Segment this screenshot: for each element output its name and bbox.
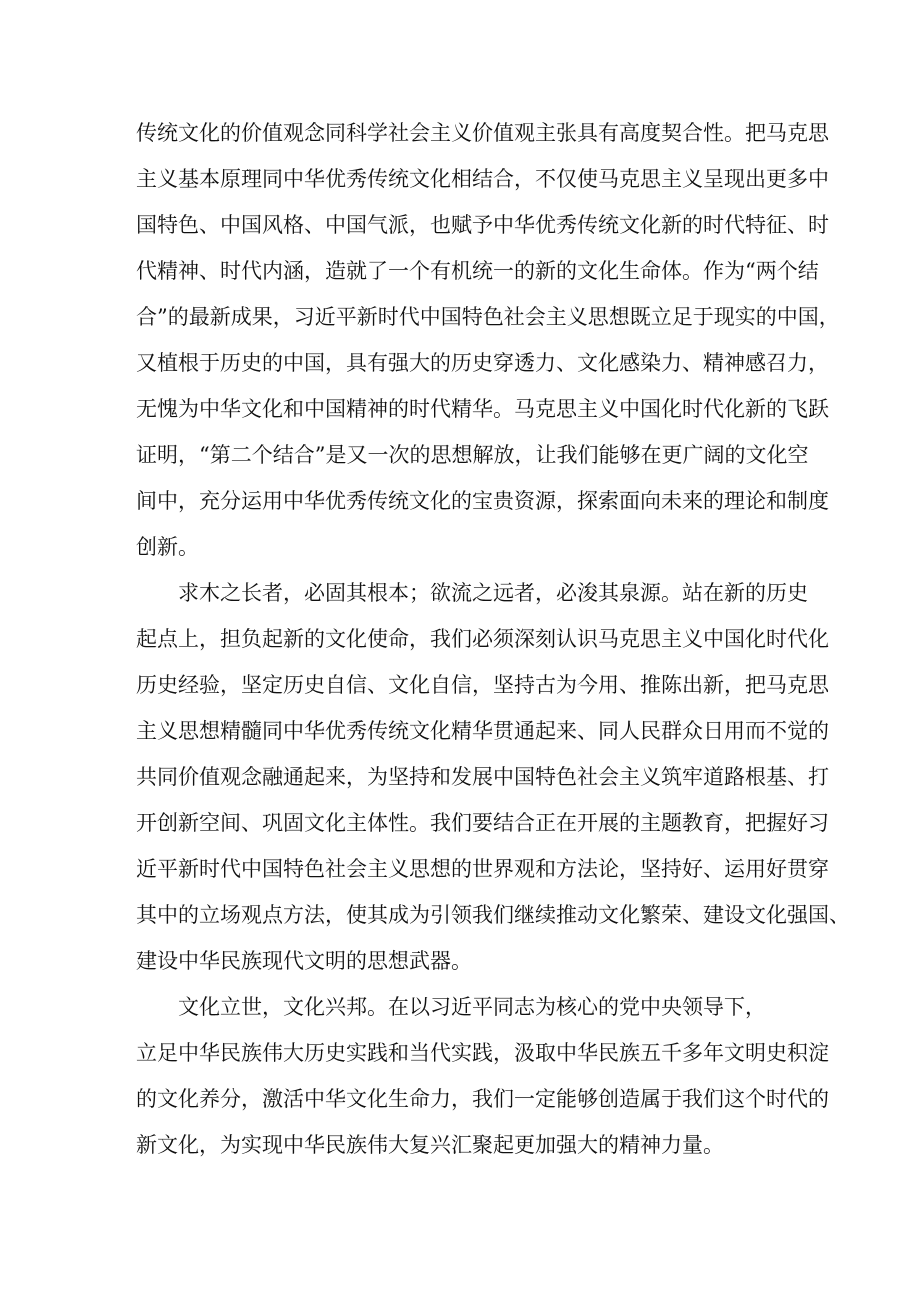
paragraph-line: 的文化养分，激活中华文化生命力，我们一定能够创造属于我们这个时代的 (136, 1087, 829, 1111)
paragraph-line: 开创新空间、巩固文化主体性。我们要结合正在开展的主题教育，把握好习 (136, 811, 829, 835)
paragraph-first-line: 求木之长者，必固其根本；欲流之远者，必浚其泉源。站在新的历史 (178, 581, 808, 605)
paragraph-line: 又植根于历史的中国，具有强大的历史穿透力、文化感染力、精神感召力， (136, 351, 829, 375)
paragraph-line: 国特色、中国风格、中国气派，也赋予中华优秀传统文化新的时代特征、时 (136, 213, 829, 237)
paragraph-line: 无愧为中华文化和中国精神的时代精华。马克思主义中国化时代化新的飞跃 (136, 397, 829, 421)
paragraph-line: 主义基本原理同中华优秀传统文化相结合，不仅使马克思主义呈现出更多中 (136, 167, 829, 191)
paragraph-line: 主义思想精髓同中华优秀传统文化精华贯通起来、同人民群众日用而不觉的 (136, 719, 829, 743)
paragraph-line: 创新。 (136, 535, 199, 559)
paragraph-line: 建设中华民族现代文明的思想武器。 (136, 949, 472, 973)
paragraph-line: 立足中华民族伟大历史实践和当代实践，汲取中华民族五千多年文明史积淀 (136, 1041, 829, 1065)
paragraph-line: 共同价值观念融通起来，为坚持和发展中国特色社会主义筑牢道路根基、打 (136, 765, 829, 789)
paragraph-line: 代精神、时代内涵，造就了一个有机统一的新的文化生命体。作为“两个结 (136, 259, 819, 283)
paragraph-line: 证明，“第二个结合”是又一次的思想解放，让我们能够在更广阔的文化空 (136, 443, 809, 467)
paragraph-line: 其中的立场观点方法，使其成为引领我们继续推动文化繁荣、建设文化强国、 (136, 903, 850, 927)
paragraph-line: 起点上，担负起新的文化使命，我们必须深刻认识马克思主义中国化时代化 (136, 627, 829, 651)
paragraph-line: 新文化，为实现中华民族伟大复兴汇聚起更加强大的精神力量。 (136, 1133, 724, 1157)
paragraph-first-line: 文化立世，文化兴邦。在以习近平同志为核心的党中央领导下， (178, 995, 766, 1019)
paragraph-line: 间中，充分运用中华优秀传统文化的宝贵资源，探索面向未来的理论和制度 (136, 489, 829, 513)
paragraph-line: 历史经验，坚定历史自信、文化自信，坚持古为今用、推陈出新，把马克思 (136, 673, 829, 697)
paragraph-line: 近平新时代中国特色社会主义思想的世界观和方法论，坚持好、运用好贯穿 (136, 857, 829, 881)
paragraph-line: 合”的最新成果，习近平新时代中国特色社会主义思想既立足于现实的中国， (136, 305, 840, 329)
paragraph-line: 传统文化的价值观念同科学社会主义价值观主张具有高度契合性。把马克思 (136, 121, 829, 145)
